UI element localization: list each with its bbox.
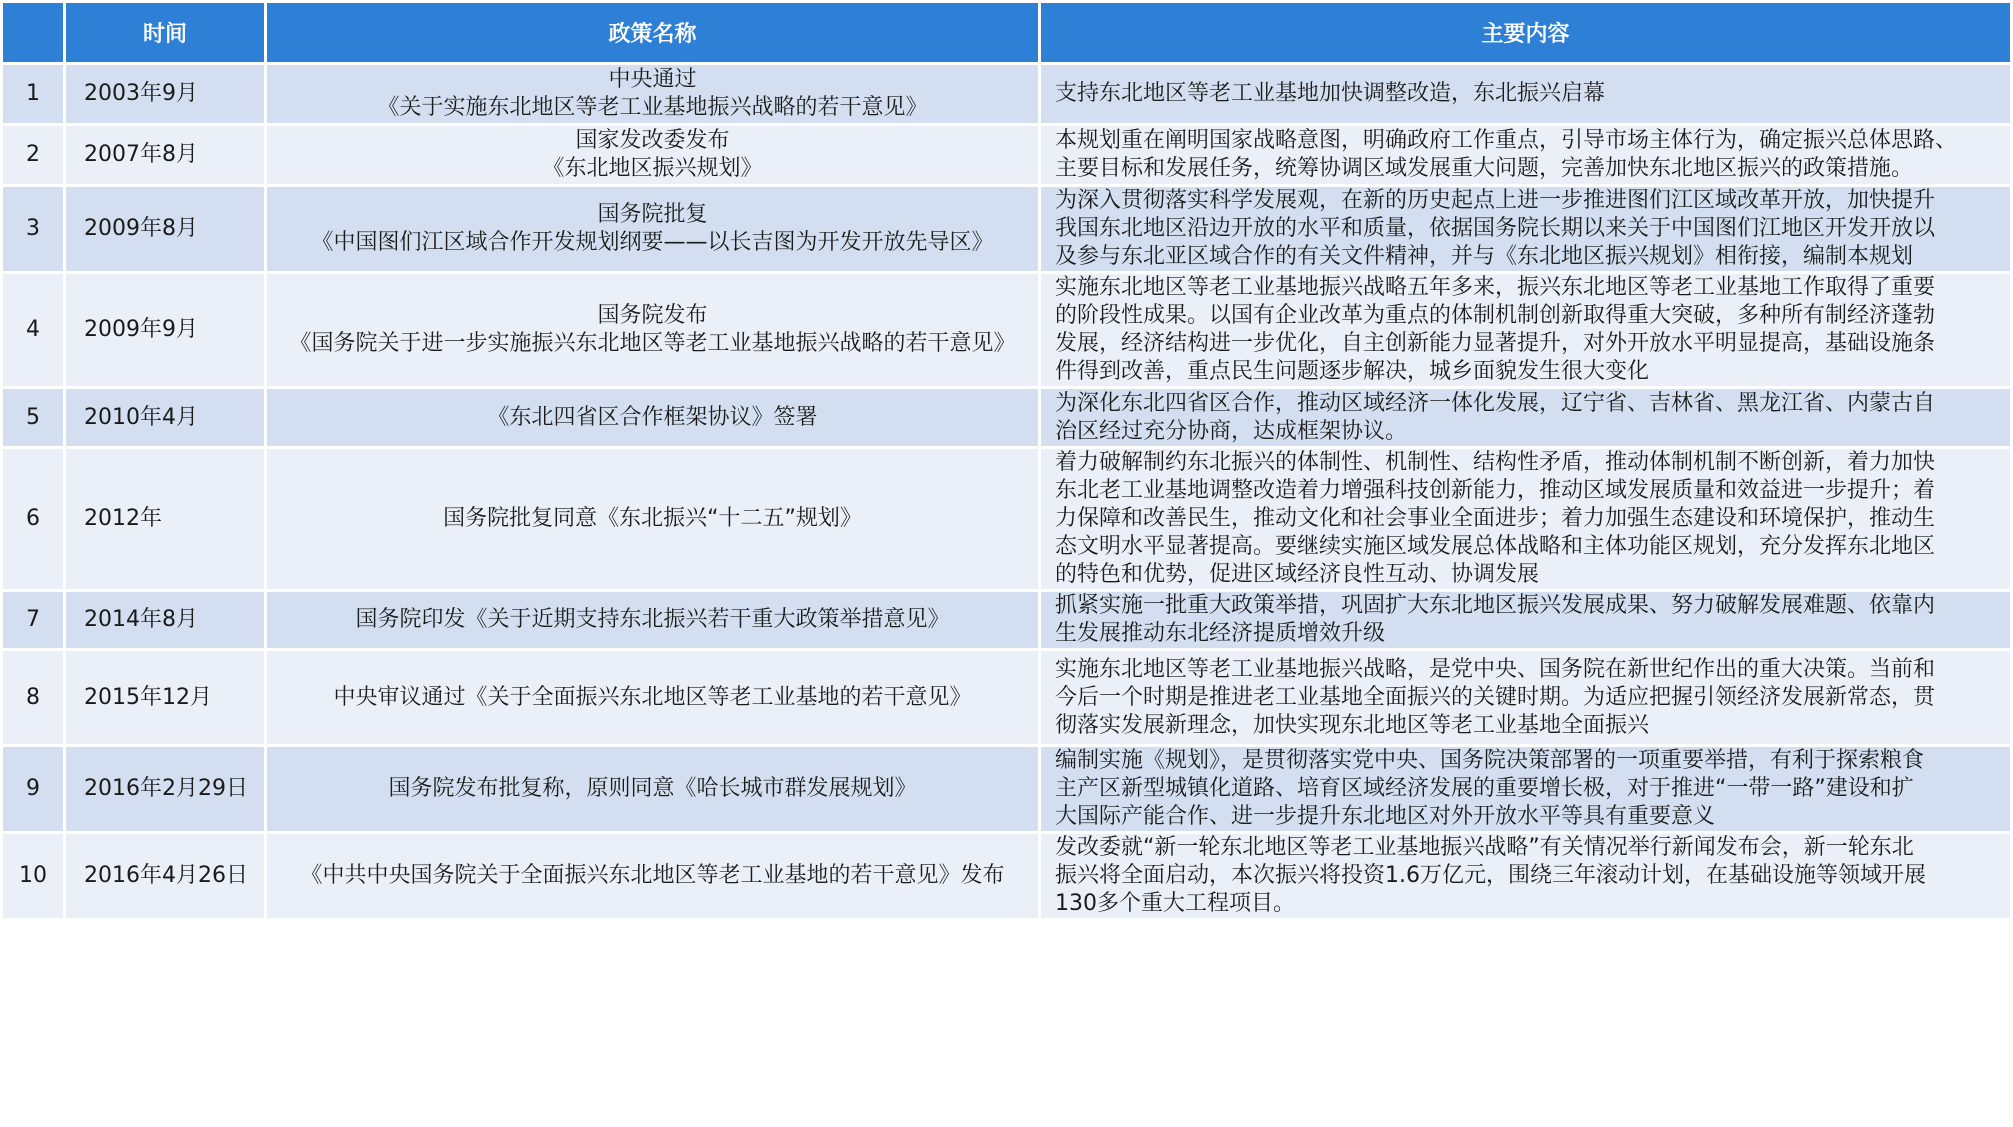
row-index: 1 xyxy=(3,65,63,123)
policy-name-line: 《东北地区振兴规划》 xyxy=(542,156,763,181)
row-time: 2016年2月29日 xyxy=(66,747,264,831)
policy-name-line: 国务院发布批复称，原则同意《哈长城市群发展规划》 xyxy=(388,776,917,801)
table-row xyxy=(3,449,2010,589)
content-line: 治区经过充分协商，达成框架协议。 xyxy=(1055,418,1408,444)
row-content xyxy=(1041,592,2010,648)
content-line: 为深化东北四省区合作，推动区域经济一体化发展，辽宁省、吉林省、黑龙江省、内蒙古自 xyxy=(1055,390,1936,416)
row-index: 3 xyxy=(3,187,63,271)
content-line: 发改委就“新一轮东北地区等老工业基地振兴战略”有关情况举行新闻发布会，新一轮东北 xyxy=(1055,835,1914,860)
content-line: 编制实施《规划》，是贯彻落实党中央、国务院决策部署的一项重要举措，有利于探索粮食 xyxy=(1055,748,1925,773)
row-policy-name xyxy=(267,747,1038,831)
policy-name-line: 《东北四省区合作框架协议》签署 xyxy=(487,404,818,430)
table-row xyxy=(3,834,2010,918)
content-line: 振兴将全面启动，本次振兴将投资1.6万亿元，围绕三年滚动计划，在基础设施等领域开展 xyxy=(1055,863,1926,888)
row-time: 2007年8月 xyxy=(66,126,264,184)
header-content: 主要内容 xyxy=(1041,3,2010,62)
policy-name-line: 国务院发布 xyxy=(597,303,708,328)
table-row xyxy=(3,274,2010,386)
table-row xyxy=(3,389,2010,446)
row-content xyxy=(1041,651,2010,744)
row-index: 2 xyxy=(3,126,63,184)
row-policy-name xyxy=(267,592,1038,648)
row-policy-name xyxy=(267,449,1038,589)
policy-name-line: 《关于实施东北地区等老工业基地振兴战略的若干意见》 xyxy=(377,95,928,120)
content-line: 着力破解制约东北振兴的体制性、机制性、结构性矛盾，推动体制机制不断创新，着力加快 xyxy=(1055,450,1936,475)
content-line: 实施东北地区等老工业基地振兴战略，是党中央、国务院在新世纪作出的重大决策。当前和 xyxy=(1055,656,1936,682)
header-time: 时间 xyxy=(66,3,264,62)
policy-name-line: 《中国图们江区域合作开发规划纲要——以长吉图为开发开放先导区》 xyxy=(311,230,994,255)
row-policy-name xyxy=(267,274,1038,386)
table-row xyxy=(3,592,2010,648)
content-line: 的特色和优势，促进区域经济良性互动、协调发展 xyxy=(1055,562,1540,587)
row-time: 2014年8月 xyxy=(66,592,264,648)
row-content xyxy=(1041,274,2010,386)
row-time: 2009年9月 xyxy=(66,274,264,386)
table-row xyxy=(3,187,2010,271)
content-line: 我国东北地区沿边开放的水平和质量，依据国务院长期以来关于中国图们江地区开发开放以 xyxy=(1055,216,1936,241)
policy-name-line: 中央审议通过《关于全面振兴东北地区等老工业基地的若干意见》 xyxy=(333,684,972,710)
content-line: 生发展推动东北经济提质增效升级 xyxy=(1055,621,1386,646)
header-row xyxy=(3,3,2010,62)
content-line: 件得到改善，重点民生问题逐步解决，城乡面貌发生很大变化 xyxy=(1055,359,1650,384)
row-policy-name xyxy=(267,65,1038,123)
table-body xyxy=(3,65,2010,918)
policy-name-line: 中央通过 xyxy=(608,67,697,92)
policy-name-line: 《国务院关于进一步实施振兴东北地区等老工业基地振兴战略的若干意见》 xyxy=(289,331,1016,356)
table-row xyxy=(3,651,2010,744)
content-line: 大国际产能合作、进一步提升东北地区对外开放水平等具有重要意义 xyxy=(1055,804,1716,829)
row-index: 4 xyxy=(3,274,63,386)
content-line: 主要目标和发展任务，统筹协调区域发展重大问题，完善加快东北地区振兴的政策措施。 xyxy=(1055,156,1914,181)
row-index: 7 xyxy=(3,592,63,648)
policy-name-line: 国务院印发《关于近期支持东北振兴若干重大政策举措意见》 xyxy=(355,607,950,632)
policy-name-line: 国务院批复 xyxy=(597,202,708,227)
row-time: 2016年4月26日 xyxy=(66,834,264,918)
row-content xyxy=(1041,187,2010,271)
content-line: 抓紧实施一批重大政策举措，巩固扩大东北地区振兴发展成果、努力破解发展难题、依靠内 xyxy=(1055,593,1936,618)
policy-name-line: 国务院批复同意《东北振兴“十二五”规划》 xyxy=(443,506,862,531)
row-policy-name xyxy=(267,126,1038,184)
content-line: 发展，经济结构进一步优化，自主创新能力显著提升，对外开放水平明显提高，基础设施条 xyxy=(1055,331,1936,356)
row-content xyxy=(1041,834,2010,918)
row-time: 2012年 xyxy=(66,449,264,589)
content-line: 实施东北地区等老工业基地振兴战略五年多来，振兴东北地区等老工业基地工作取得了重要 xyxy=(1055,275,1936,300)
row-index: 10 xyxy=(3,834,63,918)
row-content xyxy=(1041,65,2010,123)
policy-name-line: 国家发改委发布 xyxy=(575,128,730,153)
content-line: 的阶段性成果。以国有企业改革为重点的体制机制创新取得重大突破，多种所有制经济蓬勃 xyxy=(1055,303,1936,328)
content-line: 支持东北地区等老工业基地加快调整改造，东北振兴启幕 xyxy=(1055,81,1606,106)
table-row xyxy=(3,126,2010,184)
row-index: 6 xyxy=(3,449,63,589)
row-policy-name xyxy=(267,187,1038,271)
row-time: 2015年12月 xyxy=(66,651,264,744)
content-line: 彻落实发展新理念，加快实现东北地区等老工业基地全面振兴 xyxy=(1055,712,1650,738)
row-time: 2010年4月 xyxy=(66,389,264,446)
row-policy-name xyxy=(267,651,1038,744)
row-content xyxy=(1041,747,2010,831)
header-policy-name: 政策名称 xyxy=(267,3,1038,62)
content-line: 130多个重大工程项目。 xyxy=(1055,891,1295,916)
row-content xyxy=(1041,389,2010,446)
content-line: 为深入贯彻落实科学发展观，在新的历史起点上进一步推进图们江区域改革开放，加快提升 xyxy=(1055,188,1936,213)
row-policy-name xyxy=(267,389,1038,446)
row-content xyxy=(1041,449,2010,589)
row-index: 5 xyxy=(3,389,63,446)
policy-name-line: 《中共中央国务院关于全面振兴东北地区等老工业基地的若干意见》发布 xyxy=(300,863,1005,888)
content-line: 态文明水平显著提高。要继续实施区域发展总体战略和主体功能区规划，充分发挥东北地区 xyxy=(1055,534,1936,559)
row-index: 9 xyxy=(3,747,63,831)
table-row xyxy=(3,65,2010,123)
content-line: 今后一个时期是推进老工业基地全面振兴的关键时期。为适应把握引领经济发展新常态，贯 xyxy=(1055,684,1936,710)
table-row xyxy=(3,747,2010,831)
row-time: 2003年9月 xyxy=(66,65,264,123)
content-line: 及参与东北亚区域合作的有关文件精神，并与《东北地区振兴规划》相衔接，编制本规划 xyxy=(1055,244,1914,269)
content-line: 力保障和改善民生，推动文化和社会事业全面进步；着力加强生态建设和环境保护，推动生 xyxy=(1055,506,1936,531)
row-policy-name xyxy=(267,834,1038,918)
row-index: 8 xyxy=(3,651,63,744)
header-index xyxy=(3,3,63,62)
content-line: 东北老工业基地调整改造着力增强科技创新能力，推动区域发展质量和效益进一步提升；着 xyxy=(1055,478,1936,503)
row-content xyxy=(1041,126,2010,184)
content-line: 本规划重在阐明国家战略意图，明确政府工作重点，引导市场主体行为，确定振兴总体思路、 xyxy=(1055,128,1958,153)
row-time: 2009年8月 xyxy=(66,187,264,271)
content-line: 主产区新型城镇化道路、培育区域经济发展的重要增长极，对于推进“一带一路”建设和扩 xyxy=(1055,776,1914,801)
